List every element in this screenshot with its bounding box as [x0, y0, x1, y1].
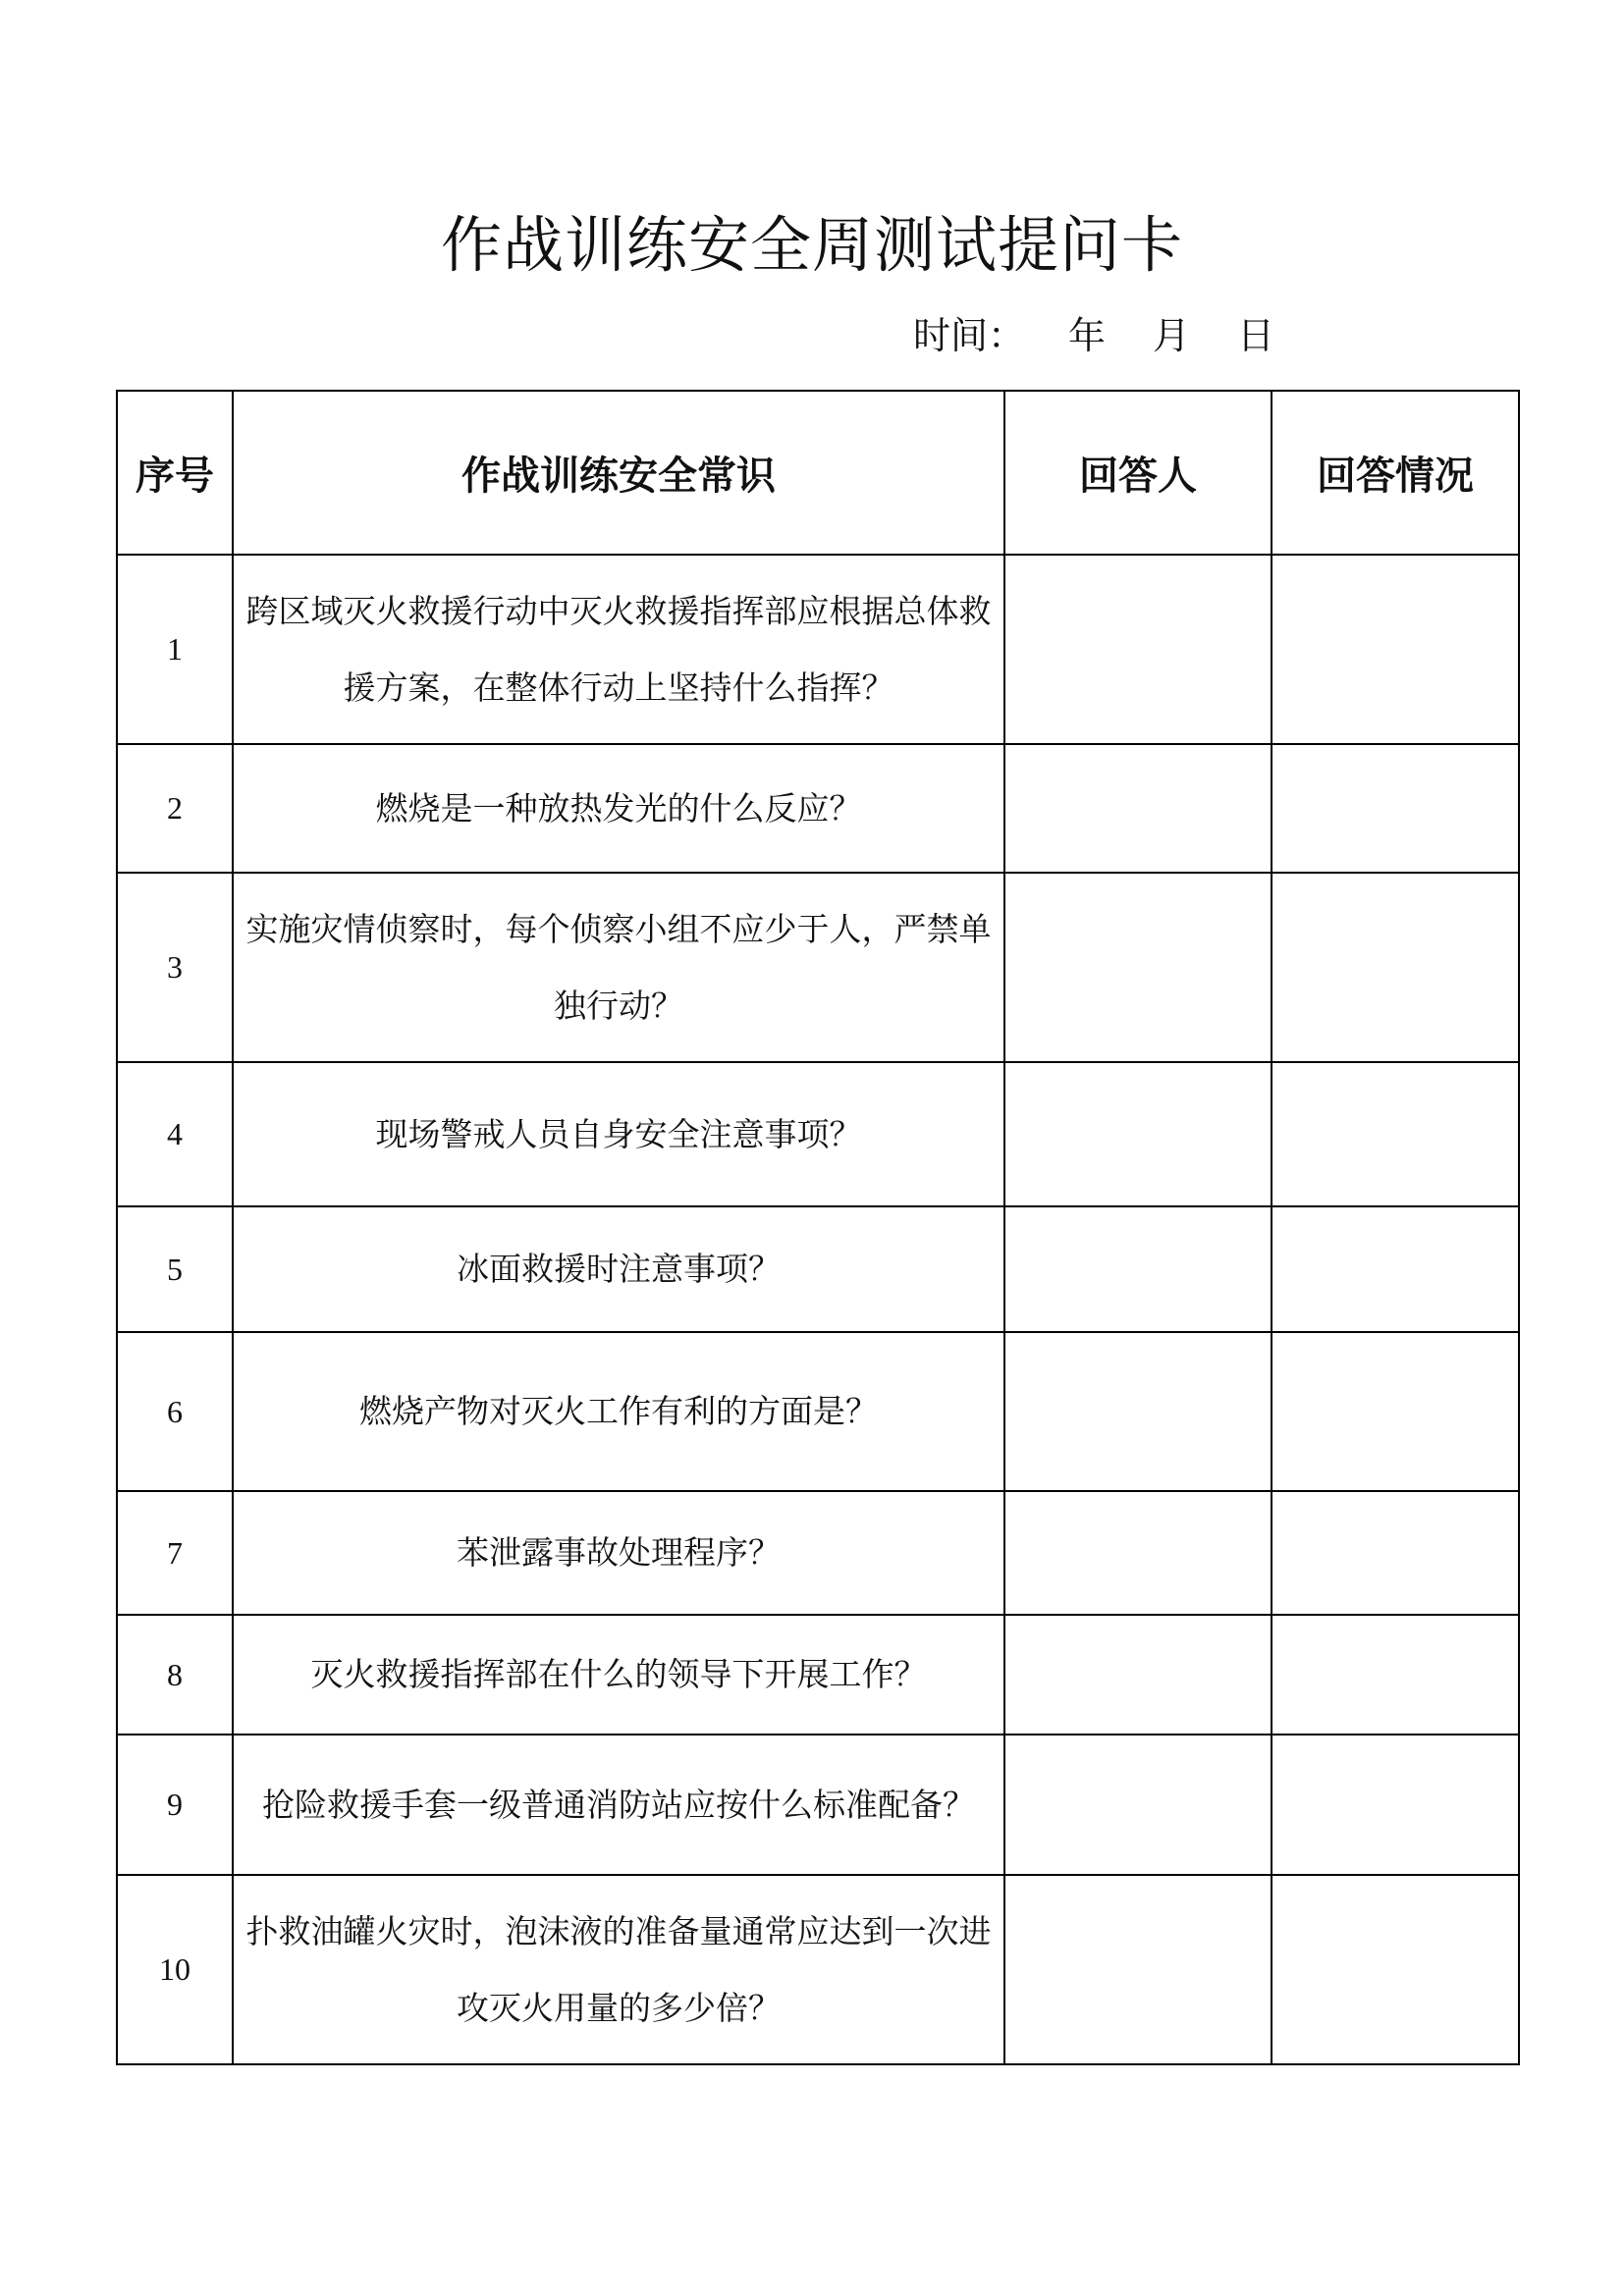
- responder-cell[interactable]: [1004, 873, 1272, 1062]
- row-question: 冰面救援时注意事项？: [233, 1206, 1004, 1332]
- row-index: 6: [117, 1332, 233, 1491]
- row-question: 苯泄露事故处理程序？: [233, 1491, 1004, 1615]
- table-row: [117, 873, 1519, 1062]
- row-question: 实施灾情侦察时，每个侦察小组不应少于人，严禁单独行动？: [233, 873, 1004, 1062]
- responder-cell[interactable]: [1004, 1062, 1272, 1206]
- result-cell[interactable]: [1272, 1062, 1519, 1206]
- responder-cell[interactable]: [1004, 1206, 1272, 1332]
- result-cell[interactable]: [1272, 1332, 1519, 1491]
- row-index: 9: [117, 1735, 233, 1875]
- date-month-unit: 月: [1153, 314, 1191, 357]
- quiz-table: [116, 390, 1520, 2065]
- date-line: [913, 306, 1274, 365]
- row-question: 跨区域灭火救援行动中灭火救援指挥部应根据总体救援方案，在整体行动上坚持什么指挥？: [233, 555, 1004, 744]
- row-index: 1: [117, 555, 233, 744]
- result-cell[interactable]: [1272, 744, 1519, 873]
- responder-cell[interactable]: [1004, 1491, 1272, 1615]
- responder-cell[interactable]: [1004, 1875, 1272, 2064]
- row-index: 8: [117, 1615, 233, 1735]
- header-index: 序号: [117, 391, 233, 555]
- row-index: 3: [117, 873, 233, 1062]
- row-question: 抢险救援手套一级普通消防站应按什么标准配备？: [233, 1735, 1004, 1875]
- row-question: 灭火救援指挥部在什么的领导下开展工作？: [233, 1615, 1004, 1735]
- table-row: [117, 1615, 1519, 1735]
- table-row: [117, 1491, 1519, 1615]
- result-cell[interactable]: [1272, 1206, 1519, 1332]
- row-question: 燃烧产物对灭火工作有利的方面是？: [233, 1332, 1004, 1491]
- responder-cell[interactable]: [1004, 744, 1272, 873]
- responder-cell[interactable]: [1004, 1615, 1272, 1735]
- row-index: 7: [117, 1491, 233, 1615]
- page-title: 作战训练安全周测试提问卡: [440, 209, 1183, 281]
- header-responder: 回答人: [1004, 391, 1272, 555]
- date-day-unit: 日: [1237, 314, 1275, 357]
- row-question: 燃烧是一种放热发光的什么反应？: [233, 744, 1004, 873]
- result-cell[interactable]: [1272, 873, 1519, 1062]
- table-row: [117, 1735, 1519, 1875]
- row-index: 2: [117, 744, 233, 873]
- date-label: 时间：: [913, 314, 1026, 357]
- responder-cell[interactable]: [1004, 1735, 1272, 1875]
- row-index: 5: [117, 1206, 233, 1332]
- responder-cell[interactable]: [1004, 1332, 1272, 1491]
- row-index: 4: [117, 1062, 233, 1206]
- table-row: [117, 1875, 1519, 2064]
- date-year-unit: 年: [1068, 314, 1107, 357]
- row-question: 现场警戒人员自身安全注意事项？: [233, 1062, 1004, 1206]
- row-question: 扑救油罐火灾时，泡沫液的准备量通常应达到一次进攻灭火用量的多少倍？: [233, 1875, 1004, 2064]
- header-row: [117, 391, 1519, 555]
- table-row: [117, 1206, 1519, 1332]
- header-result: 回答情况: [1272, 391, 1519, 555]
- table-row: [117, 1332, 1519, 1491]
- header-question: 作战训练安全常识: [233, 391, 1004, 555]
- row-index: 10: [117, 1875, 233, 2064]
- result-cell[interactable]: [1272, 1491, 1519, 1615]
- result-cell[interactable]: [1272, 1875, 1519, 2064]
- responder-cell[interactable]: [1004, 555, 1272, 744]
- table-row: [117, 1062, 1519, 1206]
- result-cell[interactable]: [1272, 555, 1519, 744]
- result-cell[interactable]: [1272, 1615, 1519, 1735]
- result-cell[interactable]: [1272, 1735, 1519, 1875]
- table-row: [117, 555, 1519, 744]
- table-row: [117, 744, 1519, 873]
